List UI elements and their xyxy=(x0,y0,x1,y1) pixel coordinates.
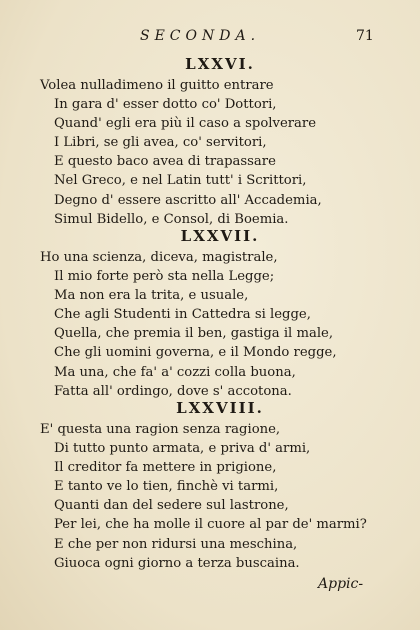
verse-line: Ho una scienza, diceva, magistrale, xyxy=(40,250,278,265)
verse-line: Degno d' essere ascritto all' Accademia, xyxy=(54,192,322,208)
verse-line: Simul Bidello, e Consol, di Boemia. xyxy=(54,211,289,227)
verse-line: In gara d' esser dotto co' Dottori, xyxy=(54,97,277,113)
stanza-76 xyxy=(40,52,400,229)
verse-line: I Libri, se gli avea, co' servitori, xyxy=(54,135,267,151)
page-number: 71 xyxy=(356,28,374,44)
verse-line: Il creditor fa mettere in prigione, xyxy=(54,460,277,476)
verse-line: Fatta all' ordingo, dove s' accotona. xyxy=(54,383,292,399)
verse-line: Volea nulladimeno il guitto entrare xyxy=(40,78,274,93)
stanza-number: LXXVIII. xyxy=(176,399,264,417)
page-header xyxy=(0,28,420,50)
verse-line: Il mio forte però sta nella Legge; xyxy=(54,269,275,285)
verse-line: E' questa una ragion senza ragione, xyxy=(40,422,281,437)
verse-line: Ma non era la trita, e usuale, xyxy=(54,288,249,304)
catchword: Appic- xyxy=(318,576,364,592)
verse-line: Quanti dan del sedere sul lastrone, xyxy=(54,498,289,514)
running-title: SECONDA. xyxy=(140,28,261,44)
verse-line: Quella, che premia il ben, gastiga il male, xyxy=(54,326,334,342)
verse-line: Giuoca ogni giorno a terza buscaina. xyxy=(54,555,300,571)
verse-line: E che per non ridursi una meschina, xyxy=(54,536,298,552)
verse-line: Ma una, che fa' a' cozzi colla buona, xyxy=(54,364,296,380)
verse-line: Quand' egli era più il caso a spolverare xyxy=(54,116,317,132)
verse-line: Di tutto punto armata, e priva d' armi, xyxy=(54,441,311,457)
verse-line: E questo baco avea di trapassare xyxy=(54,154,276,170)
stanza-number: LXXVI. xyxy=(185,55,255,73)
verse-line: Nel Greco, e nel Latin tutt' i Scrittori, xyxy=(54,173,307,189)
stanza-78 xyxy=(40,396,400,573)
verse-line: Per lei, che ha molle il cuore al par de' marmi? xyxy=(54,517,367,533)
verse-line: Che agli Studenti in Cattedra si legge, xyxy=(54,307,311,323)
stanza-77 xyxy=(40,224,400,401)
verse-line: Che gli uomini governa, e il Mondo regge, xyxy=(54,345,337,361)
stanza-number: LXXVII. xyxy=(180,227,260,245)
verse-line: E tanto ve lo tien, finchè vi tarmi, xyxy=(54,479,279,495)
